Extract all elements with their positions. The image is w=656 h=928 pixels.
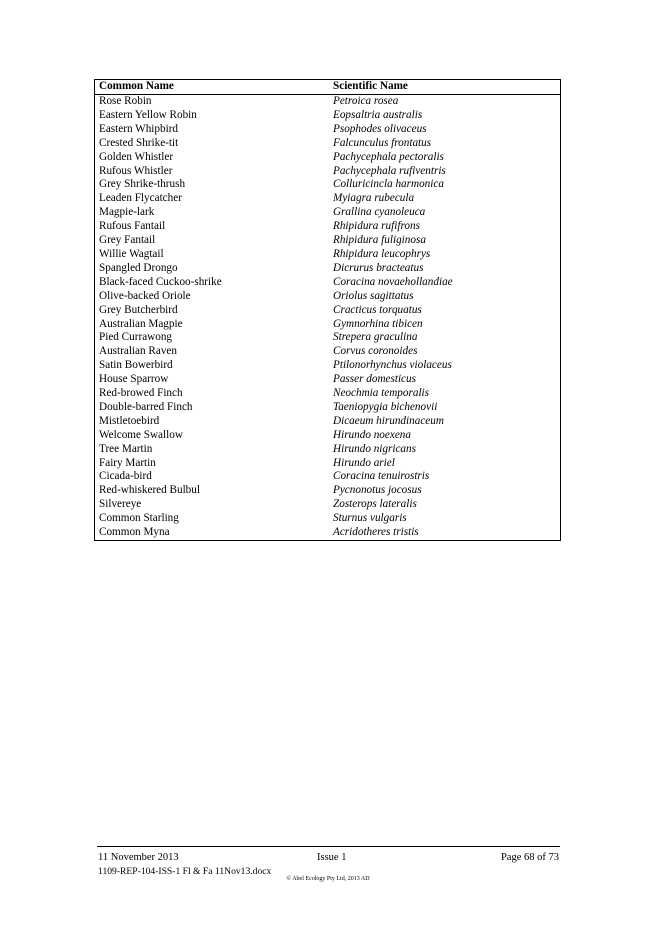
common-name-cell: Crested Shrike-tit bbox=[99, 136, 179, 149]
table-row bbox=[95, 401, 561, 415]
table-row bbox=[95, 318, 561, 332]
footer-date: 11 November 2013 bbox=[98, 852, 179, 863]
scientific-name-cell: Pycnonotus jocosus bbox=[333, 484, 422, 497]
common-name-cell: Pied Currawong bbox=[99, 331, 173, 344]
scientific-name-cell: Gymnorhina tibicen bbox=[333, 317, 423, 330]
table-row bbox=[95, 443, 561, 457]
table-header-row bbox=[95, 80, 561, 95]
common-name-cell: Fairy Martin bbox=[99, 456, 156, 469]
common-name-cell: Spangled Drongo bbox=[99, 261, 178, 274]
species-table-body bbox=[95, 95, 561, 541]
table-row bbox=[95, 484, 561, 498]
common-name-cell: Mistletoebird bbox=[99, 414, 160, 427]
common-name-header: Common Name bbox=[95, 80, 330, 95]
table-row bbox=[95, 331, 561, 345]
species-table bbox=[94, 79, 561, 541]
table-row bbox=[95, 262, 561, 276]
scientific-name-cell: Acridotheres tristis bbox=[333, 526, 419, 539]
scientific-name-cell: Corvus coronoides bbox=[333, 345, 418, 358]
scientific-name-cell: Colluricincla harmonica bbox=[333, 178, 444, 191]
table-row bbox=[95, 359, 561, 373]
scientific-name-cell: Coracina tenuirostris bbox=[333, 470, 430, 483]
common-name-cell: Rufous Whistler bbox=[99, 164, 173, 177]
common-name-cell: Eastern Whipbird bbox=[99, 122, 179, 135]
footer-page-number: Page 68 of 73 bbox=[500, 852, 559, 863]
table-row bbox=[95, 206, 561, 220]
common-name-cell: Australian Raven bbox=[99, 345, 177, 358]
scientific-name-cell: Falcunculus frontatus bbox=[333, 136, 432, 149]
table-row bbox=[95, 137, 561, 151]
common-name-cell: Common Starling bbox=[99, 512, 179, 525]
scientific-name-cell: Psophodes olivaceus bbox=[333, 122, 427, 135]
common-name-cell: Olive-backed Oriole bbox=[99, 289, 191, 302]
common-name-cell: Willie Wagtail bbox=[99, 247, 164, 260]
table-row bbox=[95, 151, 561, 165]
scientific-name-cell: Pachycephala rufiventris bbox=[333, 164, 446, 177]
common-name-cell: Grey Fantail bbox=[99, 234, 156, 247]
table-row bbox=[95, 373, 561, 387]
footer-copyright: © Abel Ecology Pty Ltd, 2013 AD bbox=[286, 876, 370, 882]
common-name-cell: Common Myna bbox=[99, 526, 170, 539]
table-row bbox=[95, 165, 561, 179]
scientific-name-cell: Ptilonorhynchus violaceus bbox=[333, 359, 452, 372]
common-name-cell: Leaden Flycatcher bbox=[99, 192, 182, 205]
footer-rule bbox=[97, 846, 560, 847]
scientific-name-cell: Hirundo nigricans bbox=[333, 442, 416, 455]
scientific-name-cell: Hirundo noexena bbox=[333, 428, 411, 441]
table-row bbox=[95, 248, 561, 262]
common-name-cell: Rufous Fantail bbox=[99, 220, 166, 233]
scientific-name-cell: Taeniopygia bichenovii bbox=[333, 400, 438, 413]
common-name-cell: Grey Butcherbird bbox=[99, 303, 178, 316]
scientific-name-cell: Rhipidura leucophrys bbox=[333, 247, 431, 260]
scientific-name-cell: Neochmia temporalis bbox=[333, 387, 430, 400]
table-row bbox=[95, 457, 561, 471]
common-name-cell: Silvereye bbox=[99, 498, 142, 511]
scientific-name-cell: Zosterops lateralis bbox=[333, 498, 417, 511]
table-row bbox=[95, 526, 561, 540]
scientific-name-cell: Rhipidura fuliginosa bbox=[333, 234, 426, 247]
common-name-cell: Double-barred Finch bbox=[99, 400, 193, 413]
table-row bbox=[95, 345, 561, 359]
common-name-cell: Red-whiskered Bulbul bbox=[99, 484, 200, 497]
common-name-cell: Magpie-lark bbox=[99, 206, 155, 219]
common-name-cell: Tree Martin bbox=[99, 442, 153, 455]
table-row bbox=[95, 470, 561, 484]
table-row bbox=[95, 387, 561, 401]
common-name-cell: Golden Whistler bbox=[99, 150, 174, 163]
footer-filename: 1109-REP-104-ISS-1 Fl & Fa 11Nov13.docx bbox=[98, 866, 272, 877]
common-name-cell: Grey Shrike-thrush bbox=[99, 178, 186, 191]
table-row bbox=[95, 304, 561, 318]
table-row bbox=[95, 234, 561, 248]
common-name-cell: Eastern Yellow Robin bbox=[99, 108, 197, 121]
table-row bbox=[95, 415, 561, 429]
table-row bbox=[95, 123, 561, 137]
scientific-name-cell: Grallina cyanoleuca bbox=[333, 206, 426, 219]
table-row bbox=[95, 109, 561, 123]
scientific-name-cell: Hirundo ariel bbox=[333, 456, 395, 469]
scientific-name-cell: Oriolus sagittatus bbox=[333, 289, 414, 302]
scientific-name-cell: Dicaeum hirundinaceum bbox=[333, 414, 444, 427]
scientific-name-cell: Dicrurus bracteatus bbox=[333, 261, 424, 274]
table-row bbox=[95, 276, 561, 290]
common-name-cell: Satin Bowerbird bbox=[99, 359, 173, 372]
common-name-cell: Australian Magpie bbox=[99, 317, 183, 330]
scientific-name-cell: Sturnus vulgaris bbox=[333, 512, 407, 525]
table-row bbox=[95, 192, 561, 206]
scientific-name-cell: Coracina novaehollandiae bbox=[333, 275, 453, 288]
scientific-name-cell: Myiagra rubecula bbox=[333, 192, 415, 205]
scientific-name-cell: Strepera graculina bbox=[333, 331, 418, 344]
table-row bbox=[95, 178, 561, 192]
scientific-name-header: Scientific Name bbox=[329, 80, 561, 95]
scientific-name-cell: Pachycephala pectoralis bbox=[333, 150, 444, 163]
table-row bbox=[95, 95, 561, 109]
common-name-cell: Welcome Swallow bbox=[99, 428, 183, 441]
scientific-name-cell: Petroica rosea bbox=[333, 95, 399, 107]
common-name-cell: Red-browed Finch bbox=[99, 387, 183, 400]
table-row bbox=[95, 429, 561, 443]
table-row bbox=[95, 220, 561, 234]
table-row bbox=[95, 290, 561, 304]
common-name-cell: Black-faced Cuckoo-shrike bbox=[99, 275, 222, 288]
common-name-cell: House Sparrow bbox=[99, 373, 169, 386]
common-name-cell: Rose Robin bbox=[99, 95, 152, 107]
scientific-name-cell: Cracticus torquatus bbox=[333, 303, 422, 316]
common-name-cell: Cicada-bird bbox=[99, 470, 152, 483]
table-row bbox=[95, 498, 561, 512]
table-row bbox=[95, 512, 561, 526]
footer-issue: Issue 1 bbox=[317, 852, 347, 863]
scientific-name-cell: Rhipidura rufifrons bbox=[333, 220, 420, 233]
scientific-name-cell: Passer domesticus bbox=[333, 373, 416, 386]
scientific-name-cell: Eopsaltria australis bbox=[333, 108, 423, 121]
